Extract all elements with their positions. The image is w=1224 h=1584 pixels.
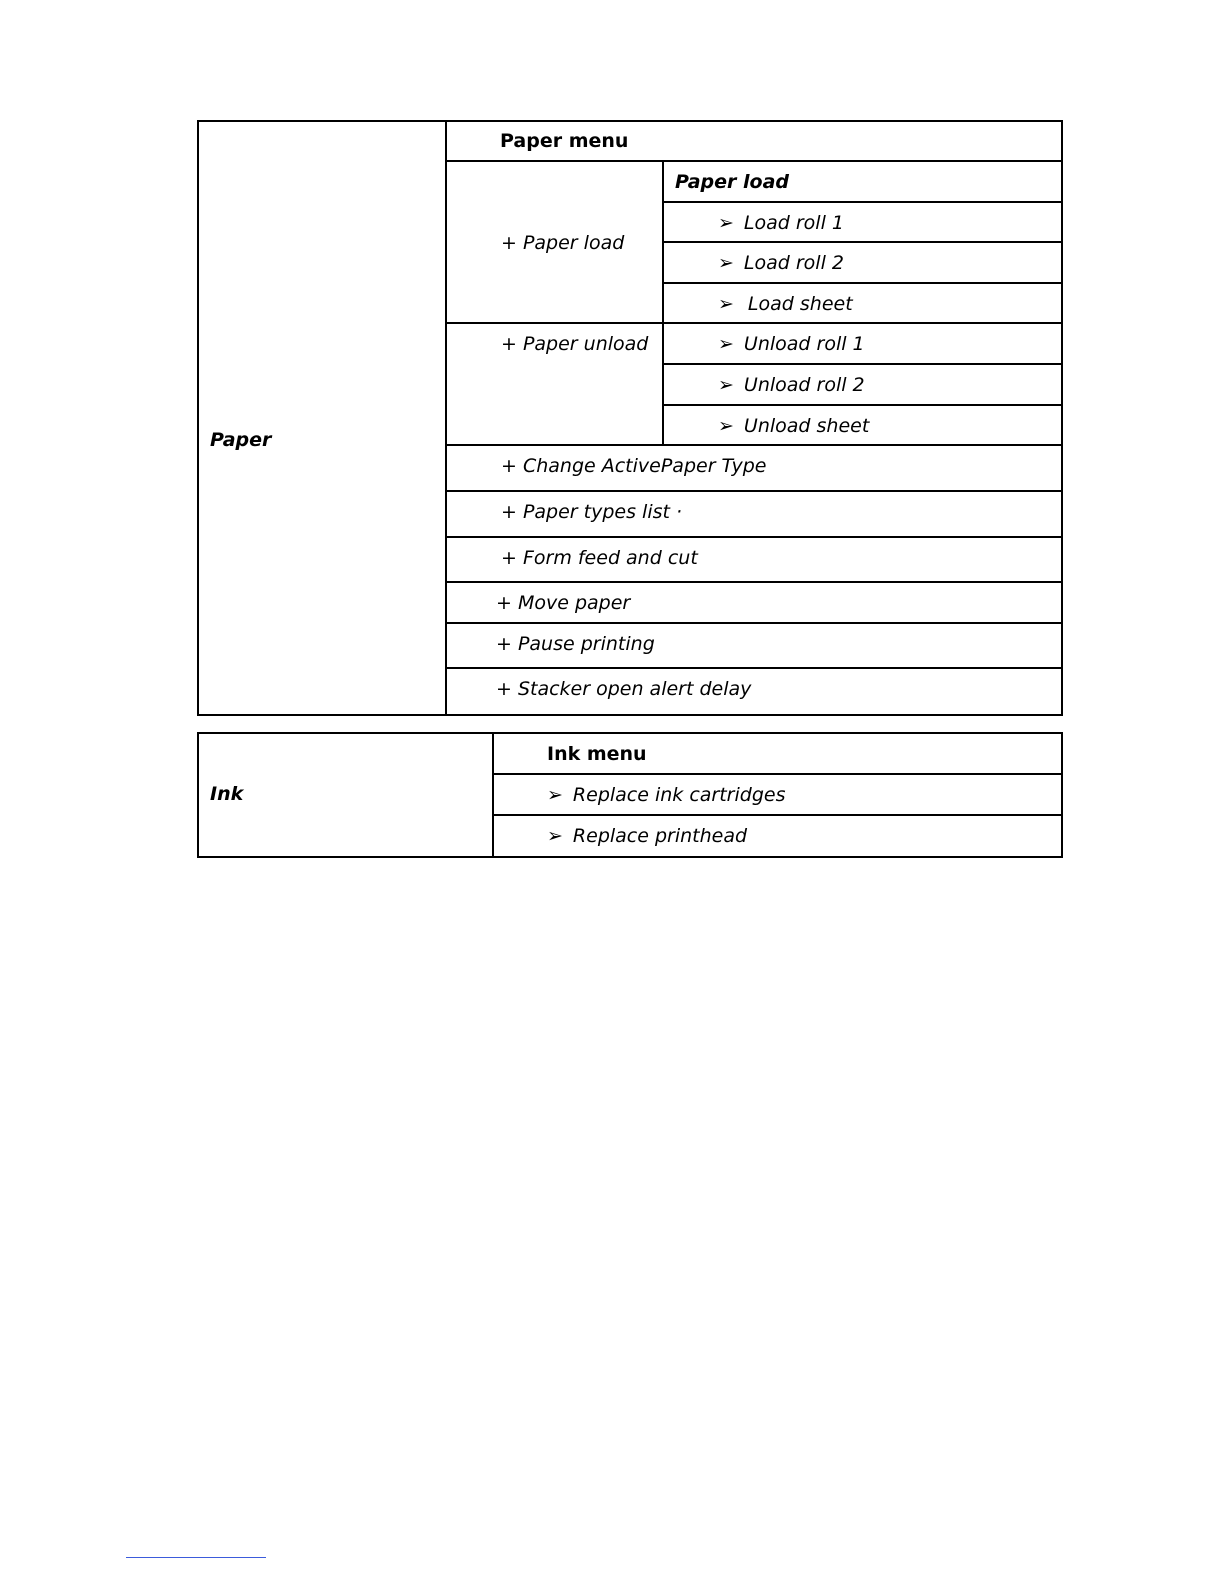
divider [662,404,1063,406]
paper-load-label: + Paper load [501,232,625,254]
list-item: ➢ Replace printhead [547,825,748,847]
divider [445,444,1063,446]
divider [662,201,1063,203]
divider [492,732,494,858]
paper-unload-label: + Paper unload [501,333,649,355]
menu-row: + Form feed and cut [501,547,698,569]
arrow-bullet-icon: ➢ [718,212,734,234]
arrow-bullet-icon: ➢ [718,415,734,437]
category-label-ink: Ink [210,783,244,805]
divider [662,363,1063,365]
menu-row: + Change ActivePaper Type [501,455,767,477]
list-item: ➢ Load sheet [718,293,853,315]
menu-title-ink: Ink menu [547,743,647,765]
arrow-bullet-icon: ➢ [718,374,734,396]
arrow-bullet-icon: ➢ [718,293,734,315]
divider [445,581,1063,583]
arrow-bullet-icon: ➢ [718,333,734,355]
arrow-bullet-icon: ➢ [718,252,734,274]
category-label-paper: Paper [210,429,272,451]
menu-title-paper: Paper menu [500,130,629,152]
menu-row: + Stacker open alert delay [496,678,752,700]
divider [492,773,1063,775]
paper-menu-table [197,120,1063,716]
divider [662,241,1063,243]
divider [445,322,1063,324]
divider [492,814,1063,816]
divider [662,282,1063,284]
arrow-bullet-icon: ➢ [547,784,563,806]
menu-row: + Pause printing [496,633,655,655]
paper-load-header: Paper load [675,171,789,193]
menu-row: + Move paper [496,592,631,614]
list-item: ➢ Load roll 1 [718,212,844,234]
divider [445,622,1063,624]
footnote-separator [126,1557,266,1558]
arrow-bullet-icon: ➢ [547,825,563,847]
list-item: ➢ Unload roll 1 [718,333,865,355]
divider [445,160,1063,162]
divider [445,120,447,716]
menu-row: + Paper types list · [501,501,683,523]
list-item: ➢ Unload sheet [718,415,870,437]
divider [445,536,1063,538]
divider [445,490,1063,492]
list-item: ➢ Replace ink cartridges [547,784,786,806]
list-item: ➢ Load roll 2 [718,252,844,274]
list-item: ➢ Unload roll 2 [718,374,865,396]
divider [445,667,1063,669]
